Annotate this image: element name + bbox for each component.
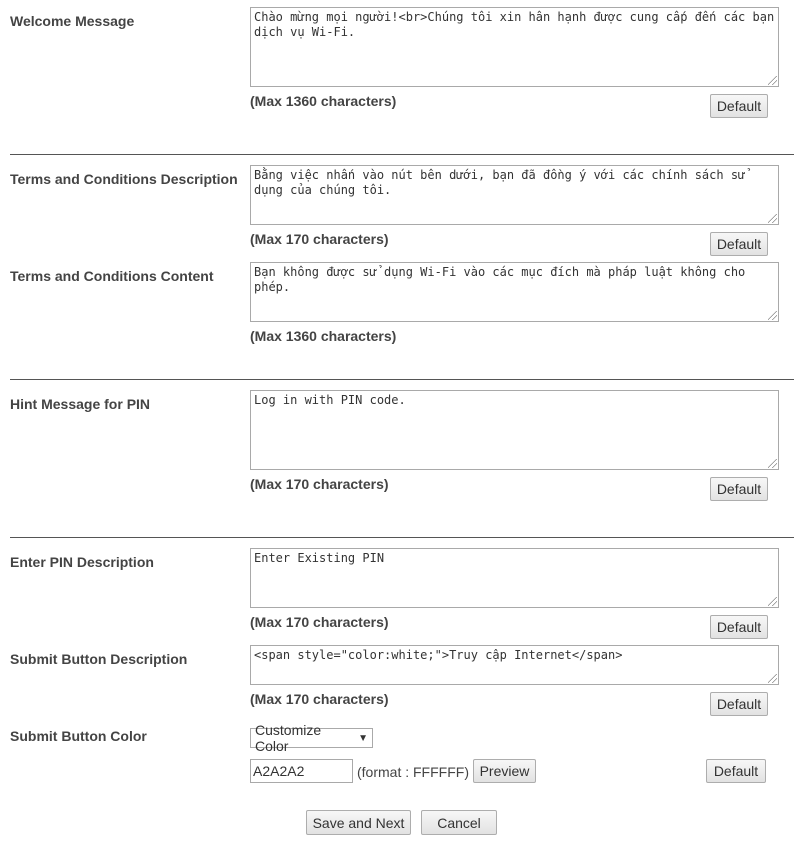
terms-description-default-button[interactable]: Default (710, 232, 768, 256)
resize-grip-icon[interactable] (768, 597, 777, 606)
welcome-default-button[interactable]: Default (710, 94, 768, 118)
enter-pin-text: Enter Existing PIN (254, 551, 385, 565)
submit-color-default-button[interactable]: Default (706, 759, 766, 783)
terms-content-max-chars: (Max 1360 characters) (250, 328, 397, 344)
submit-description-text: <span style="color:white;">Truy cập Internet</span> (254, 648, 623, 662)
enter-pin-max-chars: (Max 170 characters) (250, 614, 389, 630)
color-mode-select[interactable] (250, 722, 373, 754)
terms-content-textarea[interactable] (250, 262, 779, 322)
enter-pin-textarea[interactable] (250, 548, 779, 608)
resize-grip-icon[interactable] (768, 674, 777, 683)
resize-grip-icon[interactable] (768, 214, 777, 223)
submit-description-max-chars: (Max 170 characters) (250, 691, 389, 707)
preview-button[interactable]: Preview (473, 759, 536, 783)
welcome-message-textarea[interactable] (250, 7, 782, 87)
terms-content-text: Bạn không được sử dụng Wi-Fi vào các mục đích mà pháp luật không cho phép. (254, 265, 753, 294)
hint-pin-default-button[interactable]: Default (710, 477, 768, 501)
terms-description-text: Bằng việc nhấn vào nút bên dưới, bạn đã đồng ý với các chính sách sử dụng của chúng tôi. (254, 168, 753, 197)
resize-grip-icon[interactable] (768, 311, 777, 320)
enter-pin-default-button[interactable]: Default (710, 615, 768, 639)
terms-description-label: Terms and Conditions Description (10, 171, 238, 187)
enter-pin-label: Enter PIN Description (10, 554, 154, 570)
color-mode-selected: Customize Color (255, 722, 322, 754)
submit-description-label: Submit Button Description (10, 651, 188, 667)
section-divider (10, 379, 794, 380)
color-format-hint: (format : FFFFFF) (357, 764, 469, 780)
welcome-max-chars: (Max 1360 characters) (250, 93, 397, 109)
resize-grip-icon[interactable] (768, 459, 777, 468)
welcome-message-text: Chào mừng mọi người!<br>Chúng tôi xin hân hạnh được cung cấp đến các bạn dịch vụ Wi-Fi. (254, 10, 782, 39)
save-and-next-button[interactable]: Save and Next (306, 810, 411, 835)
hint-pin-max-chars: (Max 170 characters) (250, 476, 389, 492)
submit-color-label: Submit Button Color (10, 728, 147, 744)
terms-description-max-chars: (Max 170 characters) (250, 231, 389, 247)
welcome-message-label: Welcome Message (10, 13, 135, 29)
submit-description-default-button[interactable]: Default (710, 692, 768, 716)
cancel-button[interactable]: Cancel (421, 810, 497, 835)
submit-description-textarea[interactable] (250, 645, 779, 685)
terms-description-textarea[interactable] (250, 165, 779, 225)
resize-grip-icon[interactable] (768, 76, 777, 85)
color-hex-value: A2A2A2 (253, 763, 305, 779)
section-divider (10, 154, 794, 155)
section-divider (10, 537, 794, 538)
terms-content-label: Terms and Conditions Content (10, 268, 214, 284)
hint-pin-textarea[interactable] (250, 390, 779, 470)
chevron-down-icon: ▼ (358, 732, 368, 744)
hint-pin-label: Hint Message for PIN (10, 396, 151, 412)
color-hex-input[interactable] (250, 759, 353, 783)
hint-pin-text: Log in with PIN code. (254, 393, 406, 407)
